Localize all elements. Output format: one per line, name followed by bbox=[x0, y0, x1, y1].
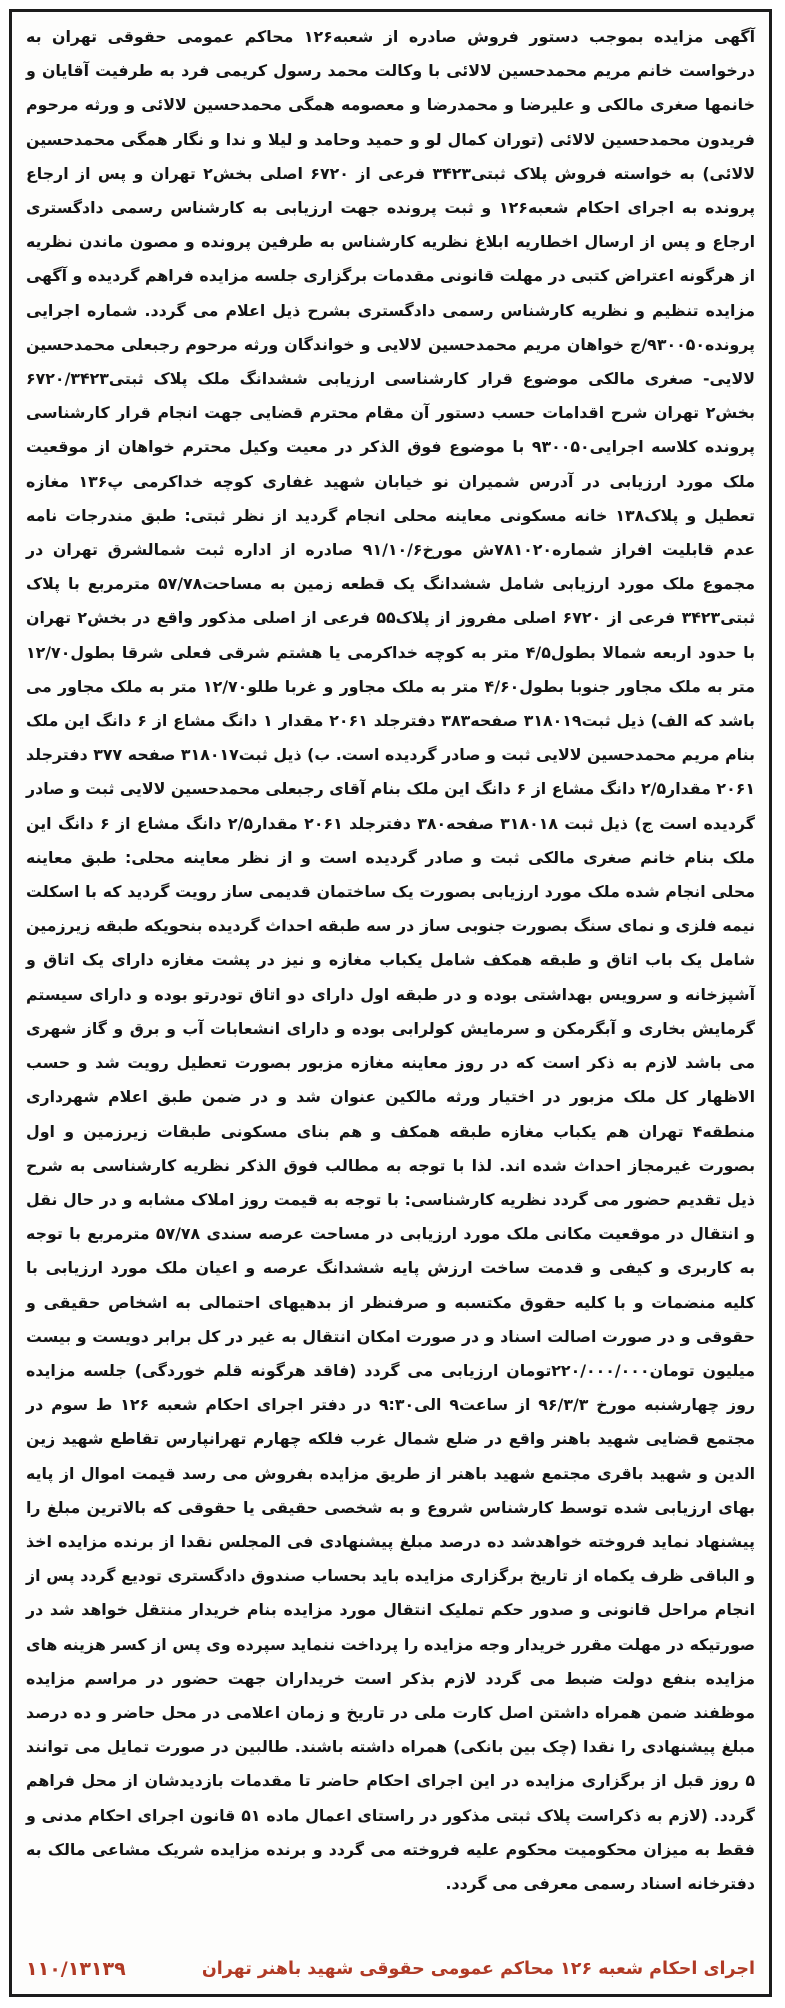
issuing-office: اجرای احکام شعبه ۱۲۶ محاکم عمومی حقوقی شهید باهنر تهران bbox=[201, 1959, 755, 1979]
notice-footer bbox=[26, 1952, 755, 1986]
notice-body-text: آگهی مزایده بموجب دستور فروش صادره از شعبه۱۲۶ محاکم عمومی حقوقی تهران به درخواست خانم مریم محمدحسین لالائی با وکالت محمد رسول کریمی فرد به طرفیت آقایان و خانمها صغری مالکی و علیرضا و محمدرضا و معصومه همگی محمدحسین لالائی و ورثه مرحوم فریدون محمدحسین لالائی (توران کمال لو و حمید وحامد و لیلا و ندا و نگار همگی محمدحسین لالائی) به خواسته فروش پلاک ثبتی۳۴۲۳ فرعی از ۶۷۲۰ اصلی بخش۲ تهران و پس از ارجاع پرونده به اجرای احکام شعبه۱۲۶ و ثبت پرونده جهت ارزیابی به کارشناس رسمی دادگستری ارجاع و پس از ارسال اخطاریه ابلاغ نظریه کارشناس به طرفین پرونده و مصون ماندن نظریه از هرگونه اعتراض کتبی در مهلت قانونی مقدمات برگزاری جلسه مزایده فراهم گردیده و آگهی مزایده تنظیم و نظریه کارشناس رسمی دادگستری بشرح ذیل اعلام می گردد. شماره اجرایی پرونده۹۳۰۰۵۰/ج خواهان مریم محمدحسین لالایی و خواندگان ورثه مرحوم رجبعلی محمدحسین لالایی- صغری مالکی موضوع قرار کارشناسی ارزیابی ششدانگ ملک پلاک ثبتی۶۷۲۰/۳۴۲۳ بخش۲ تهران شرح اقدامات حسب دستور آن مقام محترم قضایی جهت انجام قرار کارشناسی پرونده کلاسه اجرایی۹۳۰۰۵۰ با موضوع فوق الذکر در معیت وکیل محترم خواهان از موقعیت ملک مورد ارزیابی در آدرس شمیران نو خیابان شهید غفاری کوچه خداکرمی پ۱۳۶ مغازه تعطیل و پلاک۱۳۸ خانه مسکونی معاینه محلی انجام گردید از نظر ثبتی: طبق مندرجات نامه عدم قابلیت افراز شماره۷۸۱۰۲۰ش مورخ۹۱/۱۰/۶ صادره از اداره ثبت شمالشرق تهران در مجموع ملک مورد ارزیابی شامل ششدانگ یک قطعه زمین به مساحت۵۷/۷۸ مترمربع با پلاک ثبتی۳۴۲۳ فرعی از ۶۷۲۰ اصلی مفروز از پلاک۵۵ فرعی از اصلی مذکور واقع در بخش۲ تهران با حدود اربعه شمالا بطول۴/۵ متر به کوچه خداکرمی یا هشتم شرقی فعلی شرقا بطول۱۲/۷۰ متر به ملک مجاور جنوبا بطول۴/۶۰ متر به ملک مجاور و غربا طلو۱۲/۷۰ متر به ملک مجاور می باشد که الف) ذیل ثبت۳۱۸۰۱۹ صفحه۳۸۳ دفترجلد ۲۰۶۱ مقدار ۱ دانگ مشاع از ۶ دانگ این ملک بنام مریم محمدحسین لالایی ثبت و صادر گردیده است. ب) ذیل ثبت۳۱۸۰۱۷ صفحه ۳۷۷ دفترجلد ۲۰۶۱ مقدار۲/۵ دانگ مشاع از ۶ دانگ این ملک بنام آقای رجبعلی محمدحسین لالایی ثبت و صادر گردیده است ج) ذیل ثبت ۳۱۸۰۱۸ صفحه۳۸۰ دفترجلد ۲۰۶۱ مقدار۲/۵ دانگ مشاع از ۶ دانگ این ملک بنام خانم صغری مالکی ثبت و صادر گردیده است و از نظر معاینه محلی: طبق معاینه محلی انجام شده ملک مورد ارزیابی بصورت یک ساختمان قدیمی ساز رویت گردید که با اسکلت نیمه فلزی و نمای سنگ بصورت جنوبی ساز در سه طبقه احداث گردیده بنحویکه طبقه زیرزمین شامل یک باب اتاق و طبقه همکف شامل یکباب مغازه و نیز در پشت مغازه دارای یک اتاق و آشپزخانه و سرویس بهداشتی بوده و در طبقه اول دارای دو اتاق تودرتو بوده و دارای سیستم گرمایش بخاری و آبگرمکن و سرمایش کولرابی بوده و دارای انشعابات آب و برق و گاز شهری می باشد لازم به ذکر است که در روز معاینه مغازه مزبور بصورت تعطیل رویت شد و حسب الاظهار کل ملک مزبور در اختیار ورثه مالکین عنوان شد و در ضمن طبق اعلام شهرداری منطقه۴ تهران هم یکباب مغازه طبقه همکف و هم بنای مسکونی طبقات زیرزمین و اول بصورت غیرمجاز احداث شده اند. لذا با توجه به مطالب فوق الذکر نظریه کارشناسی به شرح ذیل تقدیم حضور می گردد نظریه کارشناسی: با توجه به قیمت روز املاک مشابه و در حال نقل و انتقال در موقعیت مکانی ملک مورد ارزیابی در مساحت عرصه سندی ۵۷/۷۸ مترمربع با توجه به کاربری و کیفی و قدمت ساخت ارزش پایه ششدانگ عرصه و اعیان ملک مورد ارزیابی با کلیه منضمات و با کلیه حقوق مکتسبه و صرفنظر از بدهیهای احتمالی به اشخاص حقیقی و حقوقی و در صورت اصالت اسناد و در صورت امکان انتقال به غیر در کل برابر دویست و بیست میلیون تومان۲۲۰/۰۰۰/۰۰۰تومان ارزیابی می گردد (فاقد هرگونه قلم خوردگی) جلسه مزایده روز چهارشنبه مورخ ۹۶/۳/۳ از ساعت۹ الی۹:۳۰ در دفتر اجرای احکام شعبه ۱۲۶ ط سوم در مجتمع قضایی شهید باهنر واقع در ضلع شمال غرب فلکه چهارم تهرانپارس تقاطع شهید زین الدین و شهید باقری مجتمع شهید باهنر از طریق مزایده بفروش می رسد قیمت اموال از پایه بهای ارزیابی شده توسط کارشناس شروع و به شخصی حقیقی یا حقوقی که بالاترین مبلغ را پیشنهاد نماید فروخته خواهدشد ده درصد مبلغ پیشنهادی فی المجلس نقدا از برنده مزایده اخذ و الباقی ظرف یکماه از تاریخ برگزاری مزایده باید بحساب صندوق دادگستری تودیع گردد پس از انجام مراحل قانونی و صدور حکم تملیک انتقال مورد مزایده بنام خریدار منتقل خواهد شد در صورتیکه در مهلت مقرر خریدار وجه مزایده را پرداخت ننماید سپرده وی پس از کسر هزینه های مزایده بنفع دولت ضبط می گردد لازم بذکر است خریداران جهت حضور در مراسم مزایده موظفند ضمن همراه داشتن اصل کارت ملی در تاریخ و زمان اعلامی در محل حاضر و ده درصد مبلغ پیشنهادی را نقدا (چک بین بانکی) همراه داشته باشند. طالبین در صورت تمایل می توانند ۵ روز قبل از برگزاری مزایده در این اجرای احکام حاضر تا مقدمات بازدیدشان از محل فراهم گردد. (لازم به ذکراست پلاک ثبتی مذکور در راستای اعمال ماده ۵۱ قانون اجرای احکام مدنی و فقط به میزان محکومیت محکوم علیه فروخته می گردد و برنده مزایده شریک مشاعی مالک به دفترخانه اسناد رسمی معرفی می گردد. bbox=[26, 27, 756, 1893]
notice-number: ۱۱۰/۱۳۱۳۹ bbox=[26, 1958, 126, 1980]
auction-notice bbox=[9, 9, 772, 1997]
